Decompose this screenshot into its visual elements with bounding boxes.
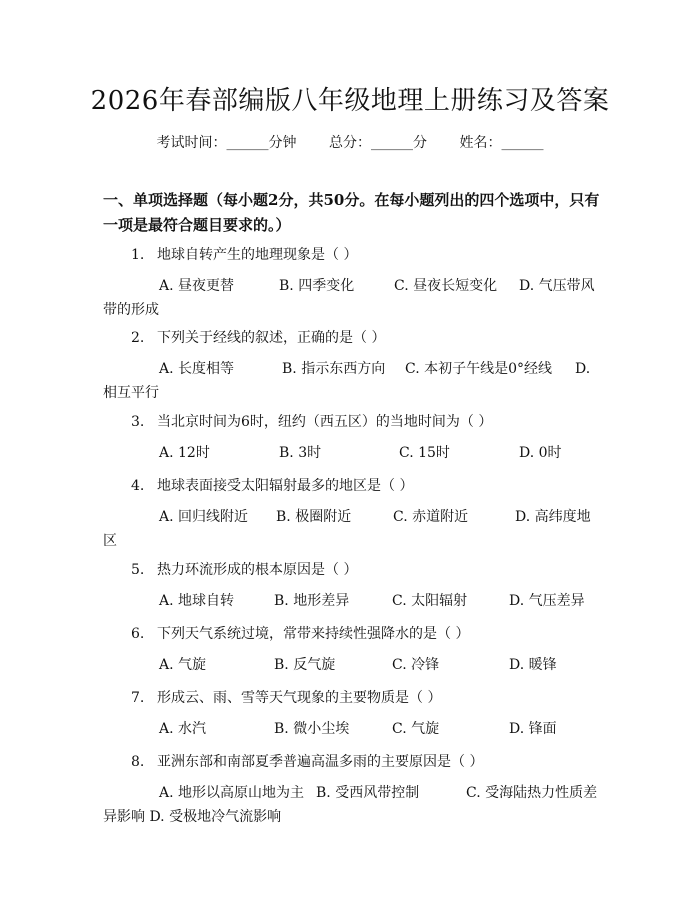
question-stem [103, 243, 603, 268]
option-b[interactable]: B. 反气旋 [274, 657, 336, 673]
option-a[interactable]: A. 昼夜更替 [159, 278, 235, 294]
question-2 [103, 326, 603, 351]
question-text: 下列关于经线的叙述，正确的是（ ） [157, 330, 386, 346]
question-3 [103, 410, 603, 435]
question-4-options-flow [103, 505, 603, 553]
question-stem [103, 558, 603, 583]
question-text: 下列天气系统过境，常带来持续性强降水的是（ ） [157, 626, 470, 642]
option-c[interactable]: C. 受海陆热力性质差异影响 [103, 785, 598, 825]
option-b[interactable]: B. 指示东西方向 [282, 361, 386, 377]
question-1 [103, 243, 603, 268]
question-4 [103, 474, 603, 499]
question-text: 地球表面接受太阳辐射最多的地区是（ ） [157, 478, 414, 494]
option-b[interactable]: B. 3时 [279, 445, 322, 461]
question-number: 3. [131, 414, 145, 430]
question-stem [103, 474, 603, 499]
question-3-options [103, 441, 603, 466]
exam-time: 考试时间：______分钟 [156, 135, 297, 151]
option-c[interactable]: C. 昼夜长短变化 [394, 278, 498, 294]
question-8 [103, 750, 603, 775]
option-c[interactable]: C. 冷锋 [392, 657, 440, 673]
question-text: 形成云、雨、雪等天气现象的主要物质是（ ） [157, 690, 442, 706]
question-number: 5. [131, 562, 145, 578]
option-c[interactable]: C. 太阳辐射 [392, 593, 468, 609]
question-number: 7. [131, 690, 145, 706]
option-b[interactable]: B. 受西风带控制 [316, 785, 420, 801]
question-number: 8. [131, 754, 145, 770]
option-a[interactable]: A. 水汽 [159, 721, 207, 737]
question-stem [103, 686, 603, 711]
question-6-options [103, 653, 603, 678]
option-a[interactable]: A. 地形以高原山地为主 [159, 785, 305, 801]
option-b[interactable]: B. 地形差异 [274, 593, 350, 609]
option-c[interactable]: C. 赤道附近 [393, 509, 469, 525]
option-a[interactable]: A. 12时 [159, 445, 210, 461]
option-d[interactable]: D. 气压差异 [509, 593, 585, 609]
question-text: 地球自转产生的地理现象是（ ） [157, 247, 358, 263]
student-name: 姓名：______ [459, 135, 544, 151]
question-2-options-flow [103, 357, 603, 405]
question-text: 亚洲东部和南部夏季普遍高温多雨的主要原因是（ ） [157, 754, 484, 770]
question-stem [103, 750, 603, 775]
question-number: 1. [131, 247, 145, 263]
question-text: 热力环流形成的根本原因是（ ） [157, 562, 358, 578]
option-d[interactable]: D. 受极地冷气流影响 [149, 809, 282, 825]
exam-score: 总分：______分 [329, 135, 427, 151]
option-b[interactable]: B. 四季变化 [279, 278, 355, 294]
question-number: 6. [131, 626, 145, 642]
option-d[interactable]: D. 暖锋 [509, 657, 557, 673]
option-d[interactable]: D. 锋面 [509, 721, 557, 737]
question-8-options-flow [103, 781, 603, 829]
question-stem [103, 410, 603, 435]
option-d[interactable]: D. 0时 [519, 445, 562, 461]
question-6 [103, 622, 603, 647]
option-b[interactable]: B. 微小尘埃 [274, 721, 350, 737]
question-5-options [103, 589, 603, 614]
question-number: 4. [131, 478, 145, 494]
option-c[interactable]: C. 本初子午线是0°经线 [405, 361, 553, 377]
section-heading: 一、单项选择题（每小题2分，共50分。在每小题列出的四个选项中，只有一项是最符合题目要求的。） [103, 191, 600, 234]
option-d[interactable]: D. 相互平行 [103, 361, 591, 401]
question-7-options [103, 717, 603, 742]
option-d[interactable]: D. 高纬度地区 [103, 509, 591, 549]
option-a[interactable]: A. 长度相等 [159, 361, 235, 377]
option-d[interactable]: D. 气压带风带的形成 [103, 278, 595, 318]
option-a[interactable]: A. 地球自转 [159, 593, 235, 609]
option-a[interactable]: A. 回归线附近 [159, 509, 249, 525]
question-number: 2. [131, 330, 145, 346]
exam-meta [0, 132, 700, 152]
question-stem [103, 326, 603, 351]
question-text: 当北京时间为6时，纽约（西五区）的当地时间为（ ） [157, 414, 493, 430]
question-1-options-flow [103, 274, 603, 322]
option-c[interactable]: C. 气旋 [392, 721, 440, 737]
page-title: 2026年春部编版八年级地理上册练习及答案 [90, 86, 610, 116]
option-a[interactable]: A. 气旋 [159, 657, 207, 673]
question-7 [103, 686, 603, 711]
option-c[interactable]: C. 15时 [399, 445, 450, 461]
question-5 [103, 558, 603, 583]
option-b[interactable]: B. 极圈附近 [276, 509, 352, 525]
question-stem [103, 622, 603, 647]
